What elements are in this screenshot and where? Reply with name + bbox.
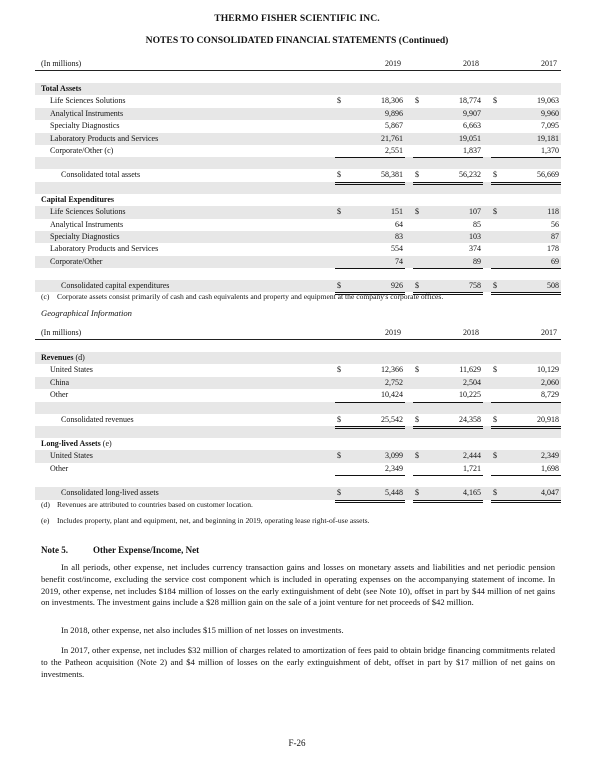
total-value: 758 (469, 281, 481, 291)
cell-value: 9,896 (385, 108, 403, 118)
row-label: Analytical Instruments (50, 219, 124, 229)
row-label: United States (50, 451, 93, 461)
paragraph: In all periods, other expense, net includes currency transaction gains and losses on monetary assets and liabilities and net periodic pension benefit cost/income, excluding the service cost component which is included in operating expenses on the accompanying statement of income. In 2019, other expense, net includes $184 million of losses on the early extinguishment of debt (see Note 10), offset in part by $44 million of net gains on investments. The investment gains include a $28 million gain on the sale of a joint venture for net proceeds of $42 million. (41, 562, 555, 608)
footnote-marker: (c) (41, 292, 50, 301)
cell-value: 2,444 (463, 451, 481, 461)
row-label: Other (50, 390, 69, 400)
cell-value: 10,129 (537, 365, 559, 375)
note-number: Note 5. (41, 545, 68, 555)
row-label: Specialty Diagnostics (50, 231, 120, 241)
currency-symbol: $ (415, 488, 419, 498)
total-row (35, 280, 561, 292)
year-col-1: 2019 (385, 59, 401, 68)
table-row (35, 231, 561, 243)
capex-heading: Capital Expenditures (41, 194, 114, 204)
currency-symbol: $ (337, 451, 341, 461)
total-value: 926 (391, 281, 403, 291)
footnote-marker: (e) (41, 516, 50, 525)
section-heading-row (35, 352, 561, 364)
total-label: Consolidated total assets (61, 170, 141, 180)
long-lived-heading (41, 438, 112, 450)
currency-symbol: $ (415, 414, 419, 424)
geographical-info-title: Geographical Information (41, 308, 132, 318)
year-col-2: 2018 (463, 328, 479, 337)
cell-value: 8,729 (541, 390, 559, 400)
cell-value: 151 (391, 207, 403, 217)
currency-symbol: $ (493, 96, 497, 106)
table-row (35, 256, 561, 268)
cell-value: 1,370 (541, 145, 559, 155)
year-col-3: 2017 (541, 328, 557, 337)
cell-value: 2,551 (385, 145, 403, 155)
currency-symbol: $ (337, 96, 341, 106)
cell-value: 12,366 (381, 365, 403, 375)
row-label: Specialty Diagnostics (50, 121, 120, 131)
cell-value: 103 (469, 231, 481, 241)
note-5-heading (41, 545, 199, 555)
row-label: Other (50, 463, 69, 473)
currency-symbol: $ (493, 170, 497, 180)
unit-label: (In millions) (41, 59, 82, 68)
total-value: 20,918 (537, 414, 559, 424)
total-value: 56,669 (537, 170, 559, 180)
cell-value: 107 (469, 207, 481, 217)
currency-symbol: $ (493, 281, 497, 291)
total-row (35, 487, 561, 499)
currency-symbol: $ (337, 365, 341, 375)
cell-value: 374 (469, 244, 481, 254)
currency-symbol: $ (337, 281, 341, 291)
cell-value: 9,960 (541, 108, 559, 118)
currency-symbol: $ (415, 96, 419, 106)
cell-value: 74 (395, 256, 403, 266)
cell-value: 9,907 (463, 108, 481, 118)
cell-value: 21,761 (381, 133, 403, 143)
segment-assets-capex-table (35, 58, 561, 292)
total-value: 56,232 (459, 170, 481, 180)
cell-value: 2,349 (385, 463, 403, 473)
cell-value: 2,349 (541, 451, 559, 461)
cell-value: 118 (547, 207, 559, 217)
cell-value: 56 (551, 219, 559, 229)
total-label: Consolidated revenues (61, 414, 134, 424)
page-subtitle: NOTES TO CONSOLIDATED FINANCIAL STATEMENTS (Continued) (145, 35, 449, 46)
cell-value: 69 (551, 256, 559, 266)
table-row (35, 206, 561, 218)
cell-value: 5,867 (385, 121, 403, 131)
footnote-text: Corporate assets consist primarily of cash and cash equivalents and property and equipment at the company's corporate offices. (57, 292, 444, 301)
currency-symbol: $ (493, 365, 497, 375)
currency-symbol: $ (493, 488, 497, 498)
footnote-e (41, 516, 369, 525)
currency-symbol: $ (415, 281, 419, 291)
total-value: 508 (547, 281, 559, 291)
total-value: 4,165 (463, 488, 481, 498)
currency-symbol: $ (493, 451, 497, 461)
total-value: 25,542 (381, 414, 403, 424)
company-name: THERMO FISHER SCIENTIFIC INC. (214, 13, 380, 24)
cell-value: 19,063 (537, 96, 559, 106)
total-label: Consolidated long-lived assets (61, 488, 159, 498)
cell-value: 6,663 (463, 121, 481, 131)
cell-value: 2,752 (385, 377, 403, 387)
cell-value: 18,774 (459, 96, 481, 106)
table-row (35, 377, 561, 389)
geographical-table (35, 327, 561, 500)
currency-symbol: $ (493, 207, 497, 217)
cell-value: 3,099 (385, 451, 403, 461)
cell-value: 85 (473, 219, 481, 229)
cell-value: 1,837 (463, 145, 481, 155)
cell-value: 87 (551, 231, 559, 241)
table-row (35, 133, 561, 145)
total-row (35, 414, 561, 426)
cell-value: 11,629 (459, 365, 481, 375)
currency-symbol: $ (337, 488, 341, 498)
section-heading-row (35, 438, 561, 450)
cell-value: 19,051 (459, 133, 481, 143)
unit-label: (In millions) (41, 328, 82, 337)
row-label: China (50, 377, 70, 387)
table-header-row (35, 58, 561, 71)
row-label: Laboratory Products and Services (50, 244, 159, 254)
cell-value: 10,225 (459, 390, 481, 400)
cell-value: 10,424 (381, 390, 403, 400)
currency-symbol: $ (415, 365, 419, 375)
row-label: Analytical Instruments (50, 108, 124, 118)
cell-value: 554 (391, 244, 403, 254)
table-row (35, 108, 561, 120)
table-row (35, 450, 561, 462)
total-value: 4,047 (541, 488, 559, 498)
total-assets-heading: Total Assets (41, 84, 82, 93)
year-col-1: 2019 (385, 328, 401, 337)
currency-symbol: $ (337, 207, 341, 217)
table-row (35, 120, 561, 132)
table-row (35, 145, 561, 157)
footnote-c (41, 292, 443, 301)
revenues-heading (41, 352, 85, 364)
cell-value: 89 (473, 256, 481, 266)
paragraph: In 2017, other expense, net includes $32 million of charges related to amortization of fees paid to obtain bridge financing commitments related to the Patheon acquisition (Note 2) and $4 million of losses on the early extinguishment of debt, offset in part by $17 million of net gains on investments. (41, 645, 555, 679)
cell-value: 1,698 (541, 463, 559, 473)
section-heading-row (35, 83, 561, 95)
cell-value: 18,306 (381, 96, 403, 106)
row-label: Corporate/Other (50, 256, 103, 266)
row-label: Life Sciences Solutions (50, 207, 126, 217)
heading-text: Long-lived Assets (41, 438, 101, 448)
table-row (35, 219, 561, 231)
footnote-text: Revenues are attributed to countries based on customer location. (57, 500, 253, 509)
cell-value: 2,504 (463, 377, 481, 387)
currency-symbol: $ (415, 451, 419, 461)
cell-value: 2,060 (541, 377, 559, 387)
note-title: Other Expense/Income, Net (93, 545, 200, 555)
table-row (35, 95, 561, 107)
currency-symbol: $ (493, 414, 497, 424)
footnote-marker: (d) (41, 500, 50, 509)
currency-symbol: $ (337, 170, 341, 180)
table-header-row (35, 327, 561, 340)
paragraph: In 2018, other expense, net also includes $15 million of net losses on investments. (61, 625, 344, 635)
year-col-2: 2018 (463, 59, 479, 68)
cell-value: 178 (547, 244, 559, 254)
total-row (35, 169, 561, 181)
page-number: F-26 (288, 738, 306, 748)
table-row (35, 463, 561, 475)
footnote-text: Includes property, plant and equipment, net, and beginning in 2019, operating lease right-of-use assets. (57, 516, 370, 525)
cell-value: 19,181 (537, 133, 559, 143)
table-row (35, 243, 561, 255)
table-row (35, 389, 561, 401)
currency-symbol: $ (415, 207, 419, 217)
cell-value: 1,721 (463, 463, 481, 473)
total-value: 24,358 (459, 414, 481, 424)
cell-value: 83 (395, 231, 403, 241)
cell-value: 64 (395, 219, 403, 229)
row-label: Laboratory Products and Services (50, 133, 159, 143)
heading-note: (e) (102, 438, 112, 448)
total-value: 58,381 (381, 170, 403, 180)
total-value: 5,448 (385, 488, 403, 498)
row-label: Life Sciences Solutions (50, 96, 126, 106)
table-row (35, 364, 561, 376)
total-label: Consolidated capital expenditures (61, 281, 170, 291)
heading-text: Revenues (41, 353, 74, 362)
heading-note: (d) (75, 353, 85, 362)
currency-symbol: $ (415, 170, 419, 180)
currency-symbol: $ (337, 414, 341, 424)
year-col-3: 2017 (541, 59, 557, 68)
row-label: United States (50, 365, 93, 375)
cell-value: 7,095 (541, 121, 559, 131)
row-label: Corporate/Other (c) (50, 145, 114, 155)
footnote-d (41, 500, 253, 509)
section-heading-row (35, 194, 561, 206)
